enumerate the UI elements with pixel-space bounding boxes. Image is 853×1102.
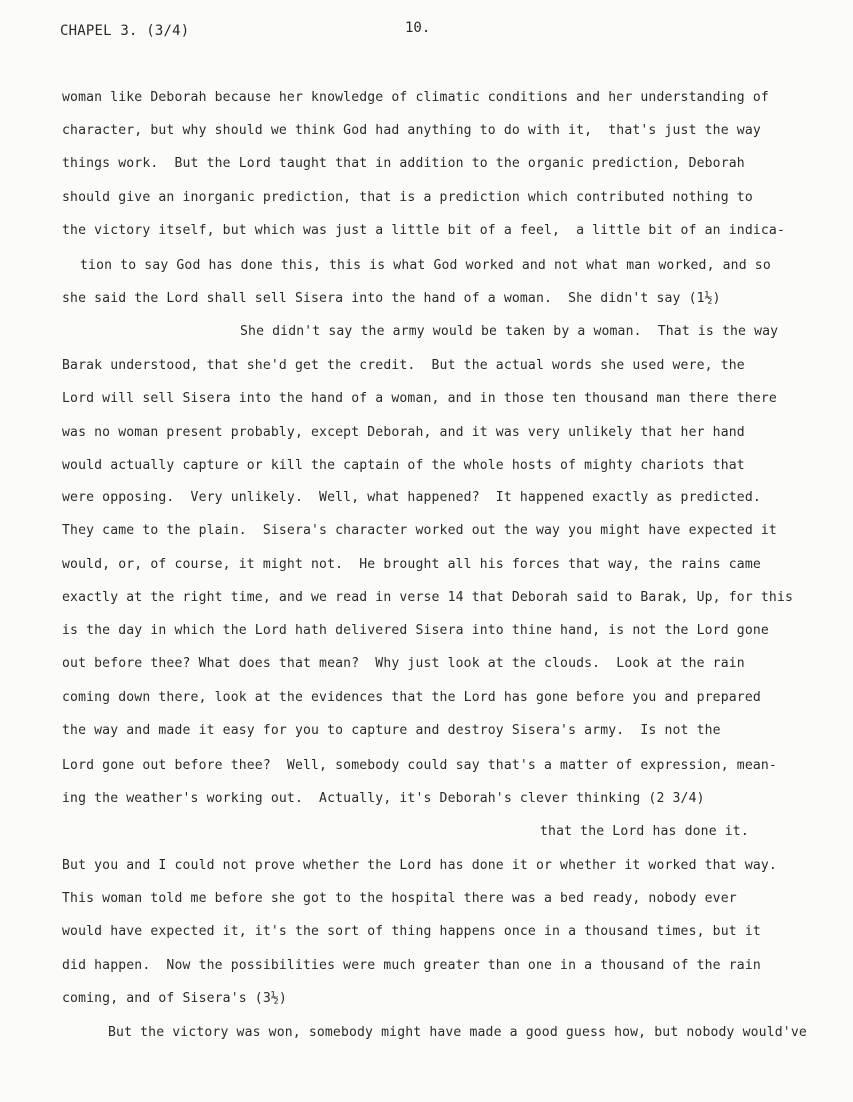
text-line: ing the weather's working out. Actually, it's Deborah's clever thinking (2 3/4)	[62, 791, 705, 806]
text-line: Lord gone out before thee? Well, somebody could say that's a matter of expression, mean-	[62, 758, 777, 773]
text-line: the victory itself, but which was just a little bit of a feel, a little bit of an indica-	[62, 223, 785, 238]
text-line: were opposing. Very unlikely. Well, what happened? It happened exactly as predicted.	[62, 490, 761, 505]
text-line: Barak understood, that she'd get the credit. But the actual words she used were, the	[62, 358, 745, 373]
text-line: would, or, of course, it might not. He brought all his forces that way, the rains came	[62, 557, 761, 572]
page-header	[0, 20, 853, 44]
text-line: should give an inorganic prediction, that is a prediction which contributed nothing to	[62, 190, 753, 205]
page-number: 10.	[405, 20, 431, 36]
text-line: that the Lord has done it.	[540, 824, 749, 839]
text-line: the way and made it easy for you to capture and destroy Sisera's army. Is not the	[62, 723, 721, 738]
text-line: woman like Deborah because her knowledge of climatic conditions and her understanding of	[62, 90, 769, 105]
text-line: would actually capture or kill the captain of the whole hosts of mighty chariots that	[62, 458, 745, 473]
text-line: things work. But the Lord taught that in addition to the organic prediction, Deborah	[62, 156, 745, 171]
text-line: exactly at the right time, and we read in verse 14 that Deborah said to Barak, Up, for this	[62, 590, 794, 605]
text-line: This woman told me before she got to the hospital there was a bed ready, nobody ever	[62, 891, 737, 906]
text-line: would have expected it, it's the sort of thing happens once in a thousand times, but it	[62, 924, 761, 939]
text-line: did happen. Now the possibilities were much greater than one in a thousand of the rain	[62, 958, 761, 973]
text-line: out before thee? What does that mean? Why just look at the clouds. Look at the rain	[62, 656, 745, 671]
text-line: But the victory was won, somebody might have made a good guess how, but nobody would've	[108, 1025, 807, 1040]
text-line: coming, and of Sisera's (3½)	[62, 991, 287, 1006]
text-line: character, but why should we think God had anything to do with it, that's just the way	[62, 123, 761, 138]
text-line: is the day in which the Lord hath delivered Sisera into thine hand, is not the Lord gone	[62, 623, 769, 638]
text-line: she said the Lord shall sell Sisera into the hand of a woman. She didn't say (1½)	[62, 291, 721, 306]
chapter-title: CHAPEL 3. (3/4)	[60, 23, 190, 39]
text-line: tion to say God has done this, this is what God worked and not what man worked, and so	[80, 258, 771, 273]
text-line: But you and I could not prove whether the Lord has done it or whether it worked that way.	[62, 858, 777, 873]
text-line: Lord will sell Sisera into the hand of a woman, and in those ten thousand man there there	[62, 391, 777, 406]
text-line: She didn't say the army would be taken by a woman. That is the way	[240, 324, 779, 339]
text-line: They came to the plain. Sisera's character worked out the way you might have expected it	[62, 523, 777, 538]
text-line: was no woman present probably, except Deborah, and it was very unlikely that her hand	[62, 425, 745, 440]
text-line: coming down there, look at the evidences that the Lord has gone before you and prepared	[62, 690, 761, 705]
